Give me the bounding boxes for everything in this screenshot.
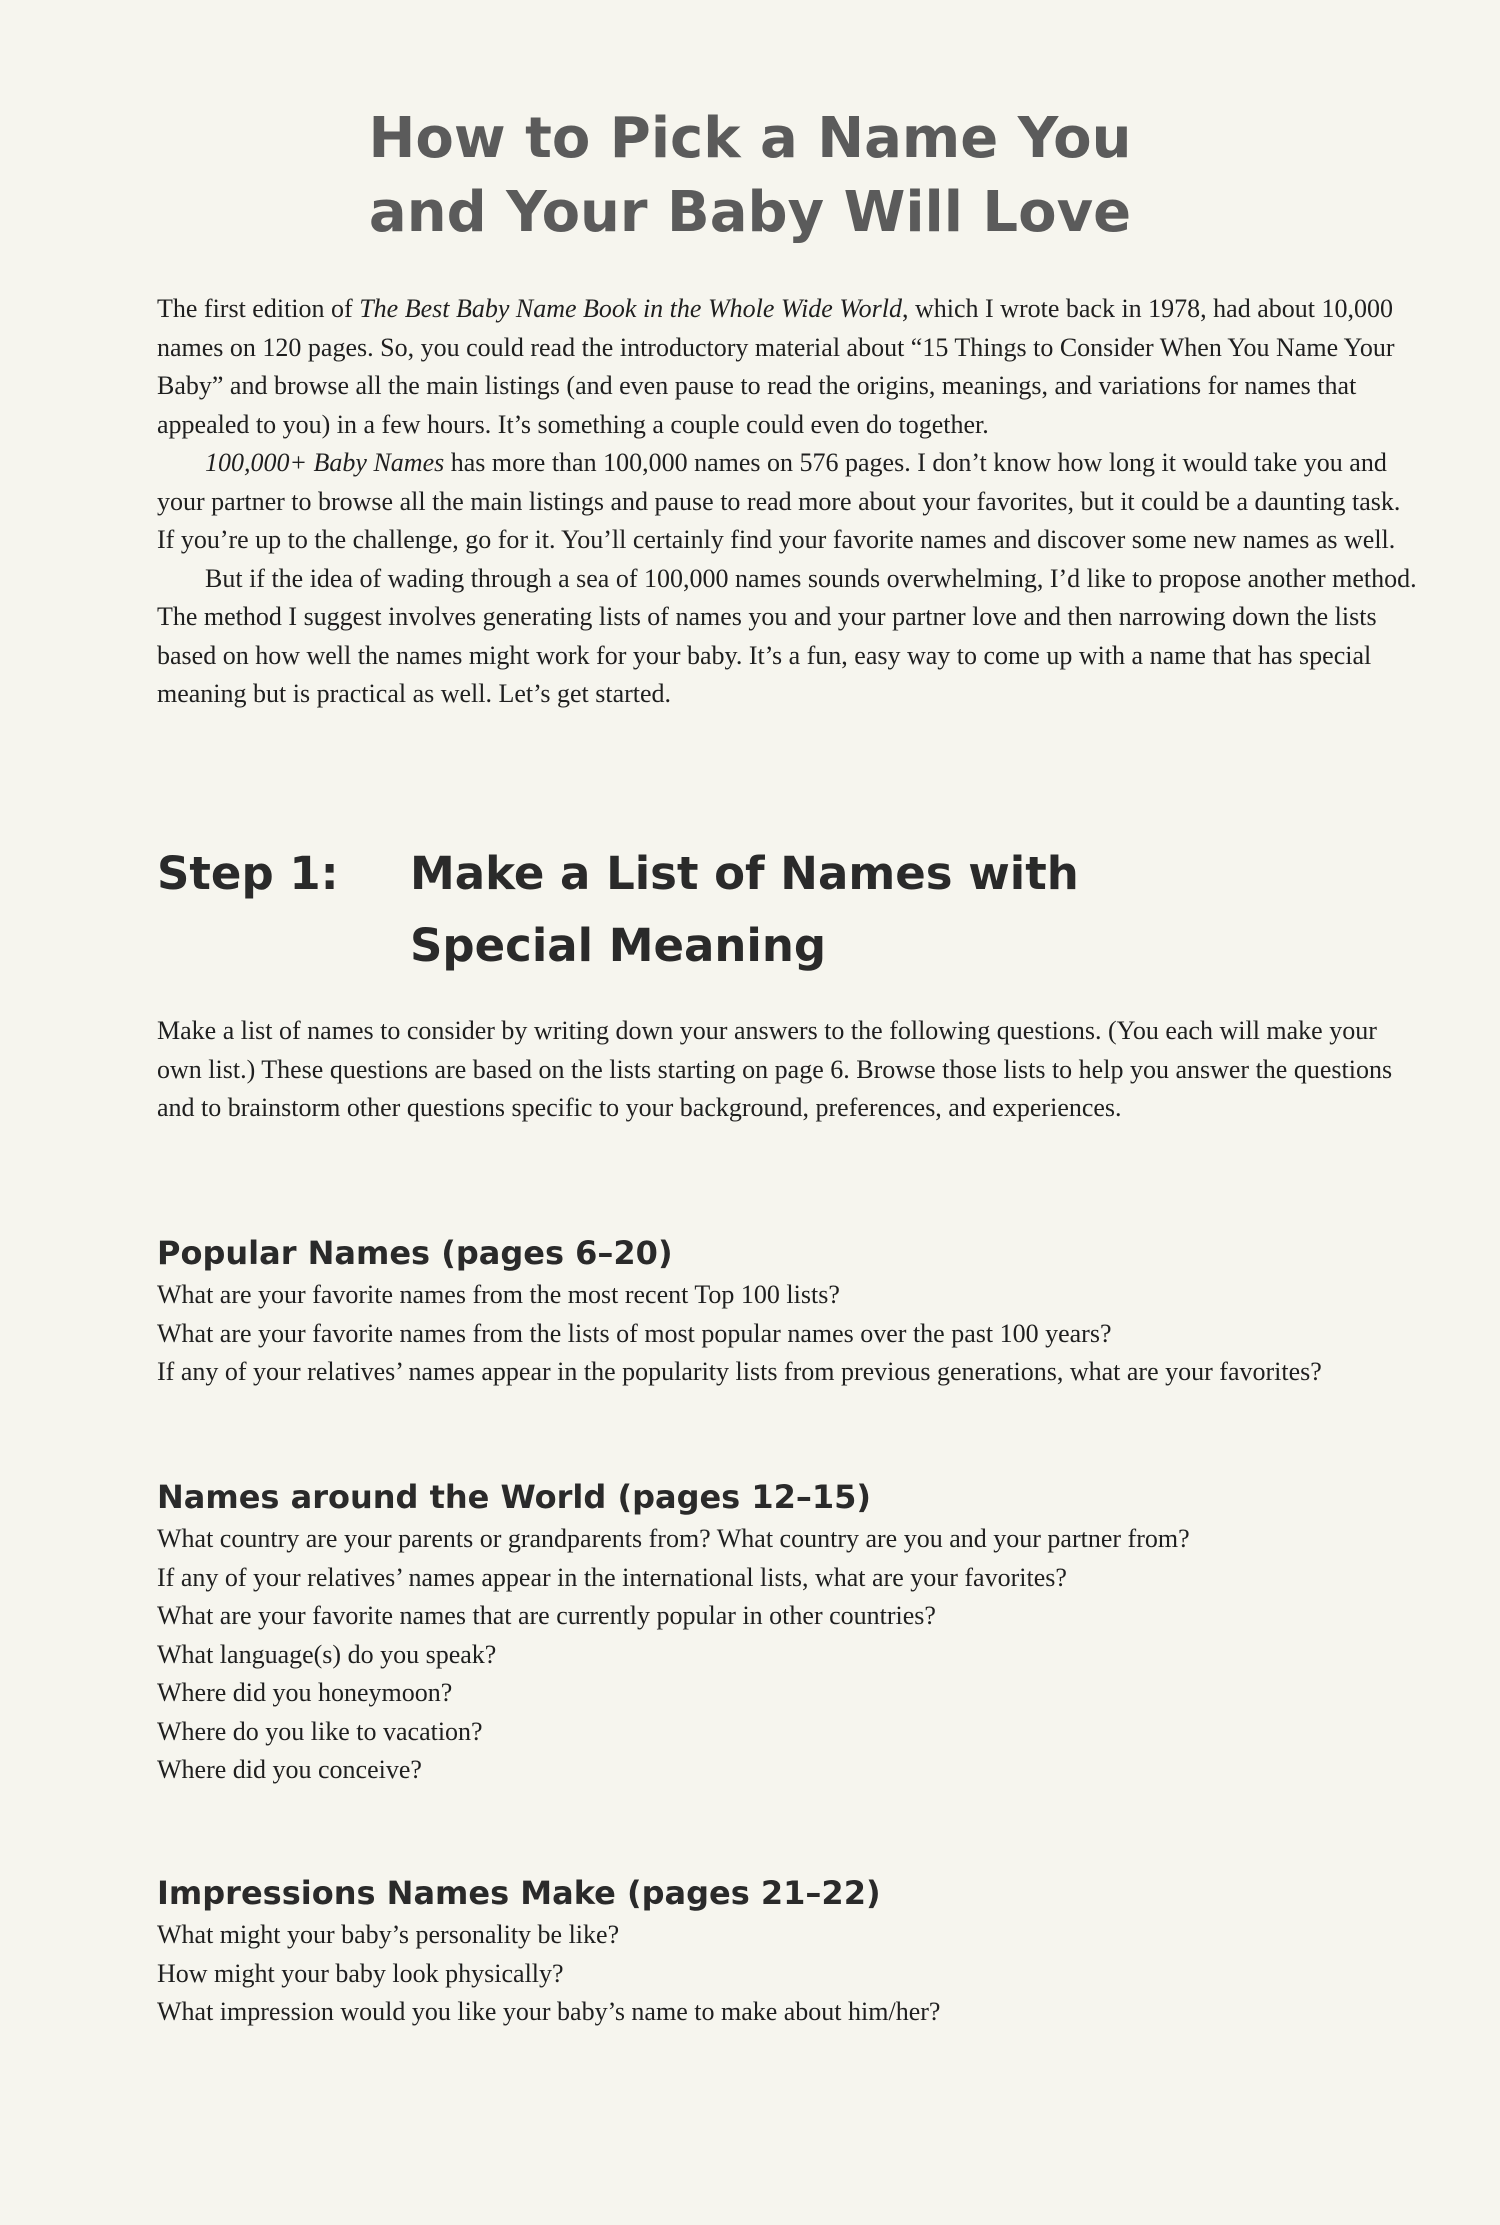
page-title-line-1: How to Pick a Name You xyxy=(368,106,1132,171)
section-impressions-names-make xyxy=(157,1870,1417,2032)
intro-p1-start: The first edition of xyxy=(157,294,360,323)
step-title-line-2: Special Meaning xyxy=(410,919,827,972)
section-heading: Impressions Names Make (pages 21–22) xyxy=(157,1874,881,1912)
question-item: What are your favorite names from the most recent Top 100 lists? xyxy=(157,1280,840,1309)
question-item: If any of your relatives’ names appear in the popularity lists from previous generations, what are your favorites? xyxy=(157,1357,1322,1386)
intro-paragraph-1 xyxy=(157,290,1417,444)
section-popular-names xyxy=(157,1230,1417,1392)
question-item: What are your favorite names that are currently popular in other countries? xyxy=(157,1601,936,1630)
question-item: What language(s) do you speak? xyxy=(157,1639,497,1669)
page-title-line-2: and Your Baby Will Love xyxy=(368,180,1132,245)
section-names-around-the-world xyxy=(157,1474,1417,1790)
intro-p2-end: has more than 100,000 names on 576 pages. I don’t know how long it would take you and your partner to browse all the main listings and pause to read more about your favorites, but it could be a daunting task. If you’re up to the challenge, go for it. You’ll certainly find your favorite names and discover some new names as well. xyxy=(157,448,1401,554)
page-title xyxy=(0,102,1500,250)
step-title xyxy=(410,838,1310,982)
question-list xyxy=(157,1520,1417,1790)
question-item: Where did you conceive? xyxy=(157,1755,422,1784)
question-item: What might your baby’s personality be like? xyxy=(157,1920,620,1949)
intro-p1-end: , which I wrote back in 1978, had about 10,000 names on 120 pages. So, you could read the introductory material about “15 Things to Consider When You Name Your Baby” and browse all the main listings (and even pause to read the origins, meanings, and variations for names that appealed to you) in a few hours. It’s something a couple could even do together. xyxy=(157,294,1395,439)
question-item: What are your favorite names from the lists of most popular names over the past 100 years? xyxy=(157,1318,1112,1348)
book-title-italic: The Best Baby Name Book in the Whole Wide World xyxy=(359,294,902,323)
question-item: What impression would you like your baby’s name to make about him/her? xyxy=(157,1997,941,2026)
question-item: How might your baby look physically? xyxy=(157,1958,564,1988)
intro-text xyxy=(157,290,1417,714)
question-item: Where do you like to vacation? xyxy=(157,1716,483,1746)
step-number: Step 1: xyxy=(157,847,339,900)
question-item: Where did you honeymoon? xyxy=(157,1678,453,1707)
question-list xyxy=(157,1276,1417,1392)
book-title-italic-2: 100,000+ Baby Names xyxy=(205,448,445,477)
step-1-intro: Make a list of names to consider by writing down your answers to the following questions. (You each will make your own list.) These questions are based on the lists starting on page 6. Browse those lists to help you answer the questions and to brainstorm other questions specific to your background, preferences, and experiences. xyxy=(157,1016,1393,1122)
intro-paragraph-2 xyxy=(157,444,1417,560)
step-title-line-1: Make a List of Names with xyxy=(410,847,1079,900)
question-list xyxy=(157,1916,1417,2032)
question-item: If any of your relatives’ names appear in the international lists, what are your favorites? xyxy=(157,1562,1067,1592)
question-item: What country are your parents or grandparents from? What country are you and your partner from? xyxy=(157,1524,1190,1553)
section-heading: Popular Names (pages 6–20) xyxy=(157,1234,673,1272)
section-heading: Names around the World (pages 12–15) xyxy=(157,1478,872,1516)
intro-paragraph-3: But if the idea of wading through a sea of 100,000 names sounds overwhelming, I’d like to propose another method. The method I suggest involves generating lists of names you and your partner love and then narrowing down the lists based on how well the names might work for your baby. It’s a fun, easy way to come up with a name that has special meaning but is practical as well. Let’s get started. xyxy=(157,563,1417,708)
